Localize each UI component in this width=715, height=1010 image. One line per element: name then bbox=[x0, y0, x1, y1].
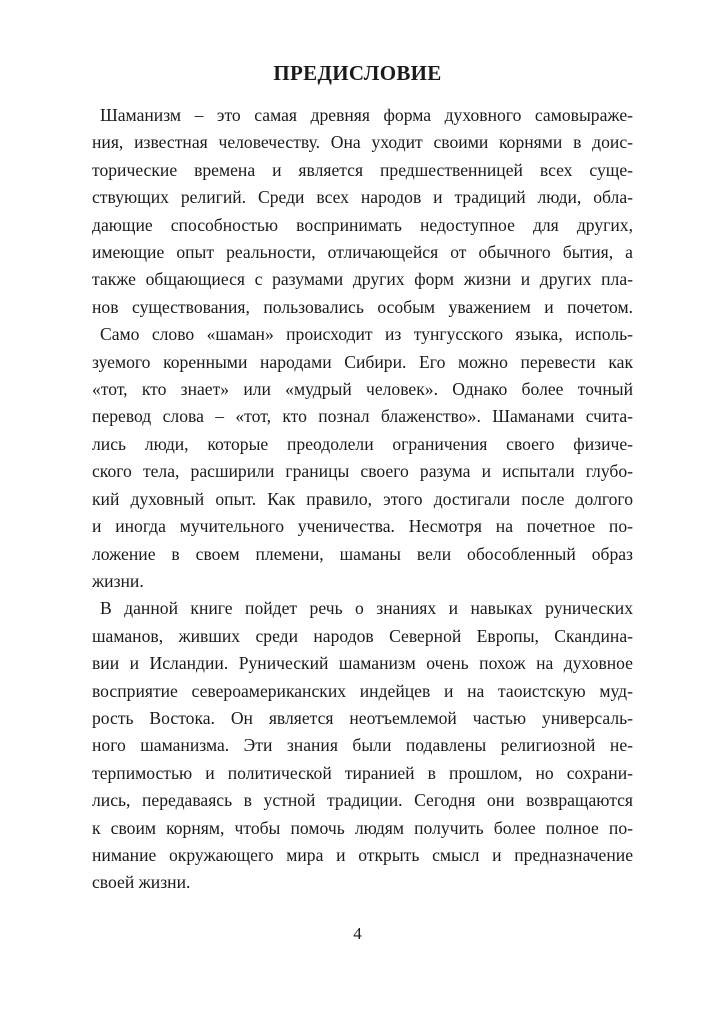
text-line: Само слово «шаман» происходит из тунгусского языка, исполь- bbox=[100, 324, 633, 345]
text-line: перевод слова – «тот, кто познал блаженство». Шаманами счита- bbox=[92, 406, 633, 427]
page-content bbox=[82, 58, 633, 897]
text-line: дающие способностью воспринимать недоступное для других, bbox=[92, 214, 633, 235]
text-line: Шаманизм – это самая древняя форма духовного самовыраже- bbox=[100, 105, 633, 125]
page-number: 4 bbox=[353, 924, 362, 943]
text-line: нов существования, пользовались особым уважением и почетом. bbox=[92, 296, 633, 317]
text-line: терпимостью и политической тиранией в прошлом, но сохрани- bbox=[92, 762, 633, 783]
text-line: ния, известная человечеству. Она уходит своими корнями в доис- bbox=[92, 132, 633, 153]
text-line: ложение в своем племени, шаманы вели обособленный образ bbox=[92, 543, 633, 564]
paragraph-3 bbox=[82, 595, 633, 896]
page-title: ПРЕДИСЛОВИЕ bbox=[273, 61, 442, 85]
text-line: лись, передаваясь в устной традиции. Сегодня они возвращаются bbox=[92, 790, 633, 811]
text-line: восприятие североамериканских индейцев и на таоистскую муд- bbox=[92, 680, 633, 701]
text-line: «тот, кто знает» или «мудрый человек». Однако более точный bbox=[92, 379, 633, 400]
text-line: зуемого коренными народами Сибири. Его можно перевести как bbox=[92, 351, 633, 372]
text-line: также общающиеся с разумами других форм жизни и других пла- bbox=[92, 269, 633, 290]
text-line: вии и Исландии. Рунический шаманизм очень похож на духовное bbox=[92, 653, 633, 674]
text-line: и иногда мучительного ученичества. Несмотря на почетное по- bbox=[92, 516, 633, 537]
text-line: кий духовный опыт. Как правило, этого достигали после долгого bbox=[92, 488, 633, 509]
text-line: нимание окружающего мира и открыть смысл и предназначение bbox=[92, 844, 633, 865]
paragraph-2 bbox=[82, 321, 633, 595]
text-line: лись люди, которые преодолели ограничения своего физиче- bbox=[92, 433, 633, 454]
text-line: шаманов, живших среди народов Северной Европы, Скандина- bbox=[92, 625, 633, 646]
text-line: торические времена и является предшественницей всех суще- bbox=[92, 159, 633, 180]
text-line: ствующих религий. Среди всех народов и традиций люди, обла- bbox=[92, 187, 633, 208]
text-line: ского тела, расширили границы своего разума и испытали глубо- bbox=[92, 461, 633, 482]
text-line: имеющие опыт реальности, отличающейся от обычного бытия, а bbox=[92, 242, 633, 263]
text-line: рость Востока. Он является неотъемлемой частью универсаль- bbox=[92, 707, 633, 728]
paragraph-1 bbox=[82, 102, 633, 321]
text-line: жизни. bbox=[92, 570, 144, 591]
text-line: ного шаманизма. Эти знания были подавлены религиозной не- bbox=[92, 735, 633, 756]
text-line: к своим корням, чтобы помочь людям получить более полное по- bbox=[92, 817, 633, 838]
text-line: своей жизни. bbox=[92, 872, 191, 893]
text-line: В данной книге пойдет речь о знаниях и навыках рунических bbox=[100, 598, 633, 619]
